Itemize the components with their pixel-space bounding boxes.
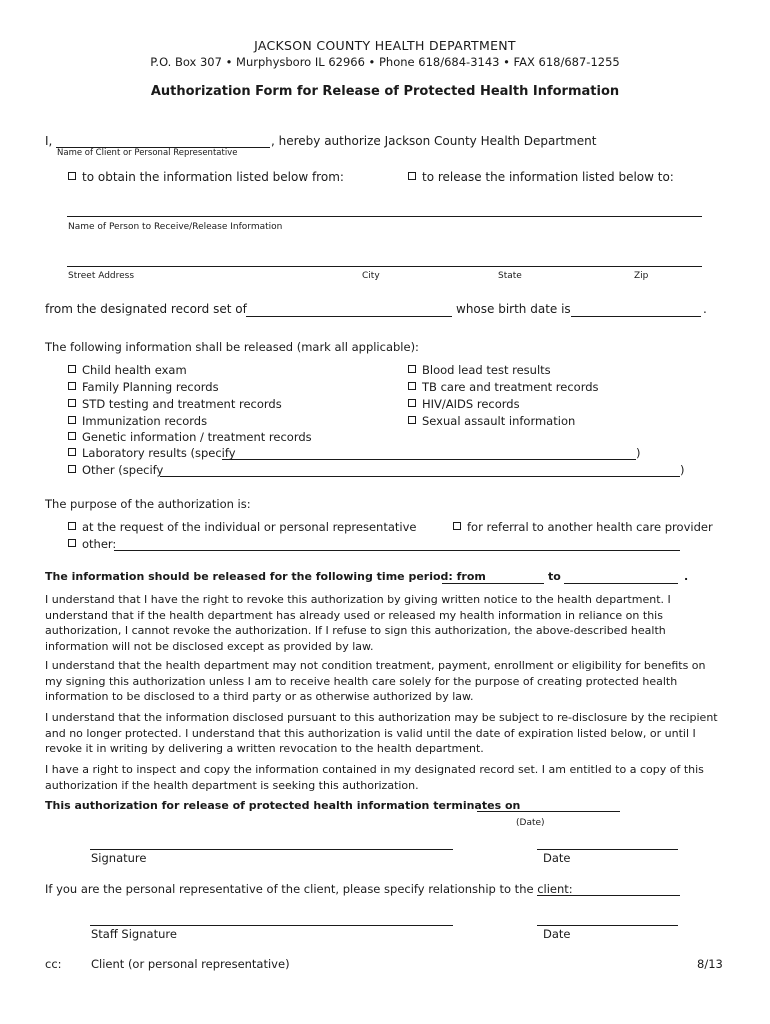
revoke-paragraph: I understand that I have the right to revoke this authorization by giving written notice to the health department. I understand that if the health department has already used or released my health information in reliance on this authorization, I cannot revoke the authorization. If I refuse to sign this authorization, the above-described health information will not be disclosed except as provided by law. [45,593,671,653]
authorize-text: , hereby authorize Jackson County Health Department [271,134,597,148]
purpose-option-referral[interactable]: for referral to another health care provider [453,520,713,534]
date-label: Date [543,851,571,865]
relationship-field[interactable] [537,895,680,896]
release-option-label: to release the information listed below to: [422,170,674,184]
date-field[interactable] [537,849,678,850]
purpose-option-other[interactable]: other: [68,537,116,551]
info-item[interactable]: Immunization records [68,414,207,428]
cc-label: cc: [45,957,62,971]
checkbox-icon[interactable] [408,382,416,390]
lab-specify-field[interactable] [222,459,636,460]
checkbox-icon[interactable] [68,365,76,373]
recipient-name-field[interactable] [67,216,702,217]
info-item[interactable]: Sexual assault information [408,414,575,428]
info-item[interactable]: TB care and treatment records [408,380,599,394]
info-item[interactable]: Blood lead test results [408,363,551,377]
staff-date-field[interactable] [537,925,678,926]
org-address: P.O. Box 307 • Murphysboro IL 62966 • Phone 618/684-3143 • FAX 618/687-1255 [150,55,620,69]
signature-label: Signature [91,851,147,865]
zip-caption: Zip [634,271,649,281]
checkbox-icon[interactable] [453,522,461,530]
checkbox-icon[interactable] [68,448,76,456]
checkbox-icon[interactable] [68,539,76,547]
relationship-label: If you are the personal representative of the client, please specify relationship to the client: [45,882,573,896]
checkbox-icon[interactable] [68,416,76,424]
release-option[interactable] [408,170,674,184]
time-to-label: to [548,570,561,583]
checkbox-icon[interactable] [68,432,76,440]
close-paren: ) [680,463,685,477]
cc-recipient: Client (or personal representative) [91,957,290,971]
other-specify-field[interactable] [160,476,680,477]
birth-date-field[interactable] [571,316,701,317]
info-item[interactable]: Child health exam [68,363,187,377]
i-label: I, [45,134,53,148]
checkbox-icon[interactable] [408,416,416,424]
termination-label: This authorization for release of protected health information terminates on [45,799,521,812]
record-set-middle: whose birth date is [456,302,571,316]
time-period-end: . [684,570,689,583]
termination-date-field[interactable] [477,811,620,812]
purpose-other-field[interactable] [114,550,680,551]
time-period-label: The information should be released for the following time period: from [45,570,486,583]
client-name-caption: Name of Client or Personal Representative [57,148,238,158]
form-title: Authorization Form for Release of Protected Health Information [150,84,620,99]
time-to-field[interactable] [564,583,678,584]
org-name: JACKSON COUNTY HEALTH DEPARTMENT [254,38,516,53]
checkbox-icon[interactable] [68,399,76,407]
checkbox-icon[interactable] [68,522,76,530]
record-set-prefix: from the designated record set of [45,302,247,316]
record-set-suffix: . [703,302,707,316]
obtain-option-label: to obtain the information listed below from: [82,170,344,184]
checkbox-icon[interactable] [408,365,416,373]
street-caption: Street Address [68,271,135,281]
info-item[interactable]: Family Planning records [68,380,219,394]
checkbox-icon[interactable] [408,172,416,180]
staff-signature-label: Staff Signature [91,927,177,941]
termination-date-caption: (Date) [516,818,545,828]
obtain-option[interactable] [68,170,344,184]
staff-date-label: Date [543,927,571,941]
state-caption: State [498,271,522,281]
inspect-paragraph: I have a right to inspect and copy the information contained in my designated record set. I am entitled to a copy of this authorization if the health department is seeking this authorization. [45,763,704,792]
time-from-field[interactable] [442,583,544,584]
checkbox-icon[interactable] [68,465,76,473]
checkbox-icon[interactable] [408,399,416,407]
city-caption: City [362,271,380,281]
recipient-address-field[interactable] [67,266,702,267]
signature-field[interactable] [90,849,453,850]
info-item[interactable]: STD testing and treatment records [68,397,282,411]
checkbox-icon[interactable] [68,172,76,180]
redisclosure-paragraph: I understand that the information disclosed pursuant to this authorization may be subject to re-disclosure by the recipient and no longer protected. I understand that this authorization is valid until the date of expiration listed below, or until I revoke it in writing by delivering a written revocation to the health department. [45,711,718,755]
record-set-name-field[interactable] [246,316,452,317]
info-heading: The following information shall be released (mark all applicable): [45,340,419,354]
staff-signature-field[interactable] [90,925,453,926]
close-paren: ) [636,446,641,460]
recipient-name-caption: Name of Person to Receive/Release Information [68,222,283,232]
purpose-heading: The purpose of the authorization is: [45,497,251,511]
checkbox-icon[interactable] [68,382,76,390]
info-item[interactable]: Genetic information / treatment records [68,430,312,444]
info-item[interactable]: Other (specify [68,463,163,477]
condition-paragraph: I understand that the health department may not condition treatment, payment, enrollment or eligibility for benefits on my signing this authorization unless I am to receive health care solely for the purpose of creating protected health information to be disclosed to a third party or as otherwise authorized by law. [45,659,706,703]
revision-date: 8/13 [697,957,723,971]
purpose-option-request[interactable]: at the request of the individual or personal representative [68,520,416,534]
info-item[interactable]: Laboratory results (specify [68,446,236,460]
info-item[interactable]: HIV/AIDS records [408,397,520,411]
